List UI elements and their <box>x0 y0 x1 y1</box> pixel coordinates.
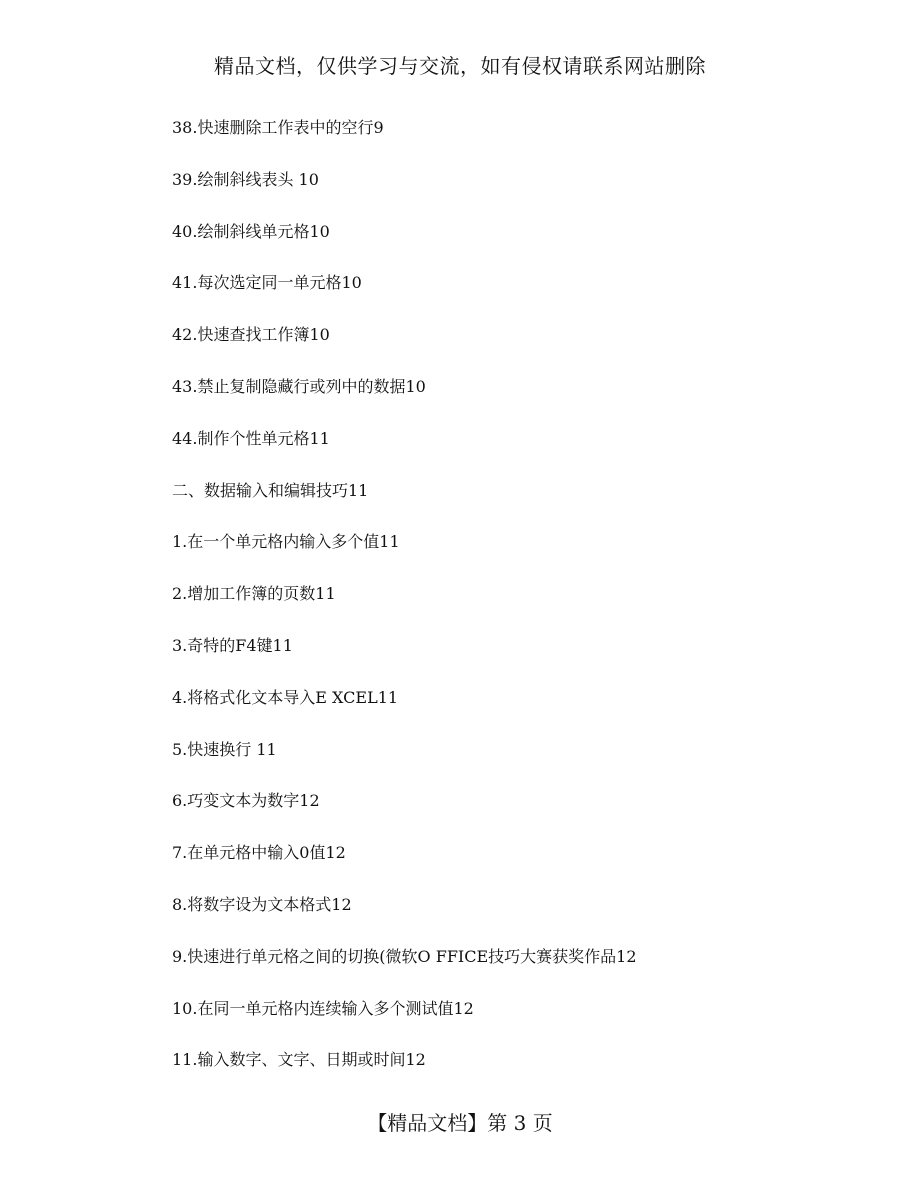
toc-entry: 2.增加工作簿的页数11 <box>172 584 336 604</box>
toc-entry: 39.绘制斜线表头 10 <box>172 169 319 189</box>
toc-entry: 11.输入数字、文字、日期或时间12 <box>172 1050 426 1070</box>
toc-entry: 9.快速进行单元格之间的切换(微软O FFICE技巧大赛获奖作品12 <box>172 946 637 966</box>
toc-entry: 6.巧变文本为数字12 <box>172 791 320 811</box>
toc-entry: 42.快速查找工作簿10 <box>172 325 330 345</box>
table-of-contents <box>172 114 637 1098</box>
toc-entry: 7.在单元格中输入0值12 <box>172 843 346 863</box>
toc-entry: 8.将数字设为文本格式12 <box>172 894 352 914</box>
toc-entry: 3.奇特的F4键11 <box>172 635 293 655</box>
toc-entry: 44.制作个性单元格11 <box>172 428 330 448</box>
toc-entry: 43.禁止复制隐藏行或列中的数据10 <box>172 376 426 396</box>
page-footer: 【精品文档】第 3 页 <box>367 1111 553 1135</box>
toc-entry: 10.在同一单元格内连续输入多个测试值12 <box>172 998 474 1018</box>
toc-entry: 4.将格式化文本导入E XCEL11 <box>172 687 399 707</box>
toc-entry: 41.每次选定同一单元格10 <box>172 273 362 293</box>
page-header: 精品文档，仅供学习与交流，如有侵权请联系网站删除 <box>214 54 706 78</box>
toc-entry: 1.在一个单元格内输入多个值11 <box>172 532 400 552</box>
toc-entry: 5.快速换行 11 <box>172 739 277 759</box>
toc-entry: 40.绘制斜线单元格10 <box>172 221 330 241</box>
toc-section-heading: 二、数据输入和编辑技巧11 <box>172 480 369 500</box>
toc-entry: 38.快速删除工作表中的空行9 <box>172 118 384 137</box>
